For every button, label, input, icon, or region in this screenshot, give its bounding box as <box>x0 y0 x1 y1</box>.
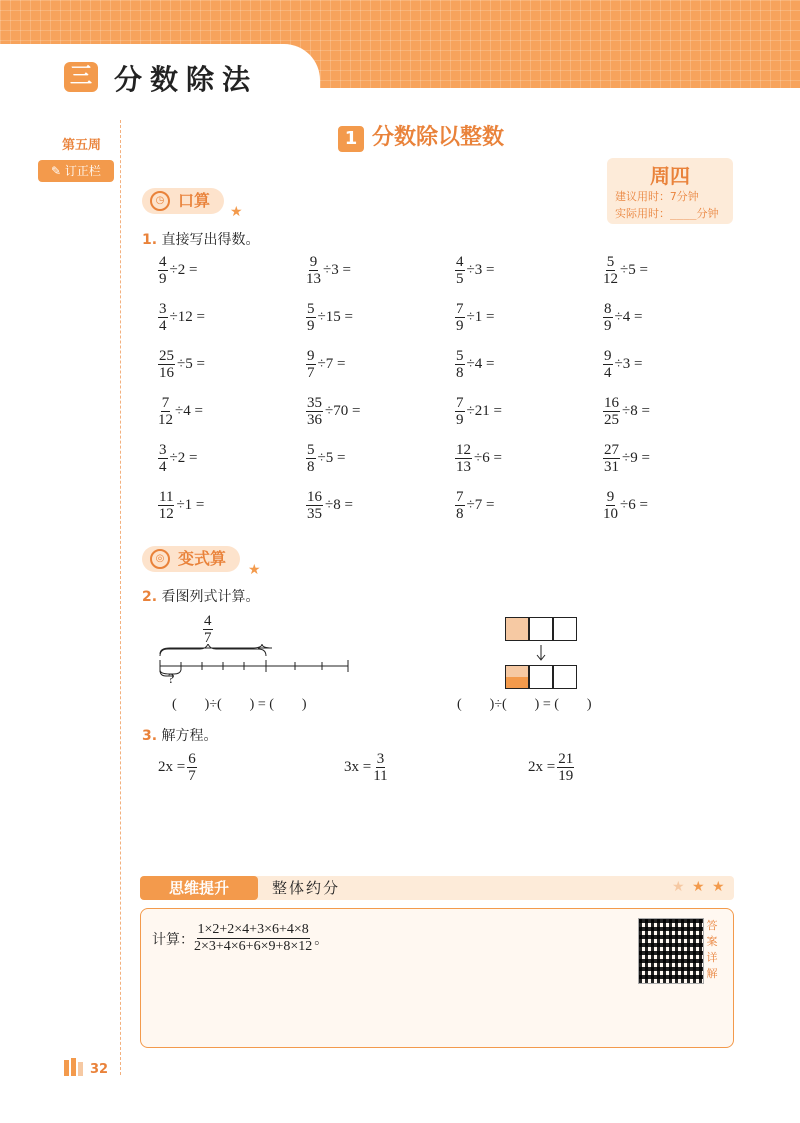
calc-item <box>306 301 353 334</box>
fraction-numerator: 5 <box>307 301 315 317</box>
section-variant-label: 变式算 <box>178 549 227 568</box>
fraction-numerator: 9 <box>309 254 318 270</box>
fraction-numerator: 35 <box>307 395 322 411</box>
fraction-denominator: 13 <box>456 459 471 475</box>
calc-operation: ÷15 = <box>317 309 353 325</box>
fraction-numerator: 4 <box>456 254 464 270</box>
question-2 <box>142 586 260 606</box>
lesson-number: 1 <box>338 126 364 152</box>
fraction-denominator: 25 <box>604 412 619 428</box>
fraction-numerator: 3 <box>159 301 167 317</box>
answer-blanks-right: ( )÷( ) = ( ) <box>457 697 592 712</box>
question-1-text: 直接写出得数。 <box>161 232 260 248</box>
fraction-numerator: 9 <box>606 489 615 505</box>
section-oral <box>142 188 224 214</box>
fraction-numerator: 5 <box>307 442 315 458</box>
fraction-denominator: 8 <box>307 459 315 475</box>
calc-operation: ÷2 = <box>169 262 198 278</box>
fraction-denominator: 11 <box>373 768 388 784</box>
question-1 <box>142 229 260 249</box>
fraction-denominator: 10 <box>603 506 618 522</box>
star-icon: ★ <box>230 204 243 220</box>
fraction-denominator: 16 <box>159 365 174 381</box>
calc-item <box>603 254 648 287</box>
fraction-numerator: 5 <box>606 254 615 270</box>
calc-item <box>603 489 648 522</box>
unit-number-badge: 三 <box>64 62 98 92</box>
calc-operation: ÷1 = <box>466 309 495 325</box>
fraction-numerator: 6 <box>188 751 196 767</box>
number-line-diagram <box>150 644 360 678</box>
thinking-denominator: 2×3+4×6+6×9+8×12 <box>194 939 313 954</box>
calc-item <box>603 301 642 334</box>
section-variant <box>142 546 240 572</box>
fraction-denominator: 31 <box>604 459 619 475</box>
thinking-numerator: 1×2+2×4+3×6+4×8 <box>197 922 309 937</box>
bar-cell-filled <box>505 617 529 641</box>
question-1-number: 1. <box>142 232 158 248</box>
timing-day: 周四 <box>650 164 690 188</box>
lesson-title-text: 分数除以整数 <box>372 125 505 150</box>
star-icon: ★ <box>672 879 685 895</box>
header-cutout-right <box>300 88 800 118</box>
calc-item <box>455 442 502 475</box>
calc-operation: ÷4 = <box>466 356 495 372</box>
equation <box>158 751 199 784</box>
calc-operation: ÷21 = <box>466 403 502 419</box>
fraction-numerator: 3 <box>159 442 167 458</box>
question-3-text: 解方程。 <box>161 728 218 744</box>
calc-operation: ÷8 = <box>325 497 353 513</box>
calc-operation: ÷6 = <box>474 450 502 466</box>
fraction-numerator: 8 <box>604 301 612 317</box>
down-arrow-icon <box>534 643 548 663</box>
brace-fraction <box>203 613 215 646</box>
calc-item <box>455 489 494 522</box>
fraction-numerator: 25 <box>159 348 174 364</box>
fraction-denominator: 5 <box>456 271 464 287</box>
fraction-denominator: 12 <box>158 412 173 428</box>
fix-column-label: ✎ 订正栏 <box>38 160 114 182</box>
calc-item <box>158 301 205 334</box>
question-3-number: 3. <box>142 728 158 744</box>
timing-card <box>607 158 733 224</box>
fraction-denominator: 4 <box>159 459 167 475</box>
calc-operation: ÷2 = <box>169 450 198 466</box>
calc-item <box>158 348 205 381</box>
fraction-denominator: 7 <box>188 768 196 784</box>
calc-item <box>306 442 345 475</box>
calc-operation: ÷12 = <box>169 309 205 325</box>
fraction-numerator: 11 <box>159 489 174 505</box>
timing-suggested: 建议用时：7分钟 <box>615 190 699 203</box>
fraction-denominator: 4 <box>604 365 612 381</box>
fraction-denominator: 9 <box>456 412 464 428</box>
calc-operation: ÷5 = <box>177 356 205 372</box>
calc-item <box>158 442 197 475</box>
stopwatch-icon: ◷ <box>150 191 170 211</box>
bar-cell <box>529 665 553 689</box>
calc-item <box>455 301 494 334</box>
calc-operation: ÷4 = <box>614 309 643 325</box>
equation-lhs: 3x = <box>344 759 372 775</box>
bar-cell <box>529 617 553 641</box>
fraction-numerator: 12 <box>456 442 471 458</box>
fraction-numerator: 7 <box>456 395 464 411</box>
fraction-denominator: 4 <box>159 318 167 334</box>
fraction-numerator: 7 <box>456 489 464 505</box>
bar-cell-split <box>505 665 529 689</box>
fraction-denominator: 8 <box>456 506 464 522</box>
qr-code-icon[interactable] <box>638 918 704 984</box>
calc-item <box>306 489 353 522</box>
brace-fraction-denominator: 7 <box>204 630 212 646</box>
calc-item <box>455 254 494 287</box>
section-oral-label: 口算 <box>178 191 211 210</box>
equation-lhs: 2x = <box>528 759 556 775</box>
calc-item <box>158 489 204 522</box>
calc-item <box>158 395 203 428</box>
thinking-tag: 思维提升 <box>140 876 258 900</box>
calc-operation: ÷5 = <box>620 262 648 278</box>
calc-operation: ÷70 = <box>325 403 361 419</box>
equation-lhs: 2x = <box>158 759 186 775</box>
books-icon <box>62 1056 88 1078</box>
thinking-end: 。 <box>314 932 329 948</box>
timing-actual: 实际用时：____分钟 <box>615 207 719 220</box>
calc-item <box>603 348 642 381</box>
fraction-denominator: 9 <box>604 318 612 334</box>
fraction-denominator: 8 <box>456 365 464 381</box>
fraction-numerator: 16 <box>307 489 322 505</box>
fraction-numerator: 3 <box>376 751 385 767</box>
calc-operation: ÷8 = <box>622 403 650 419</box>
margin-divider <box>120 120 121 1075</box>
answer-blanks-left: ( )÷( ) = ( ) <box>172 697 307 712</box>
calc-item <box>306 395 360 428</box>
calc-operation: ÷1 = <box>176 497 205 513</box>
calc-operation: ÷4 = <box>175 403 203 419</box>
calc-operation: ÷3 = <box>466 262 495 278</box>
fix-label-text: 订正栏 <box>64 164 101 178</box>
star-icon: ★ <box>712 879 725 895</box>
fraction-denominator: 12 <box>603 271 618 287</box>
fraction-numerator: 4 <box>159 254 167 270</box>
bar-cell <box>553 665 577 689</box>
calc-operation: ÷6 = <box>620 497 648 513</box>
fraction-denominator: 9 <box>159 271 167 287</box>
fraction-numerator: 27 <box>604 442 619 458</box>
calc-item <box>455 348 494 381</box>
calc-operation: ÷5 = <box>317 450 346 466</box>
fraction-numerator: 21 <box>558 751 574 767</box>
calc-operation: ÷7 = <box>317 356 346 372</box>
fraction-numerator: 7 <box>161 395 170 411</box>
lesson-title <box>338 120 504 152</box>
fraction-numerator: 9 <box>307 348 315 364</box>
unit-title: 分数除法 <box>114 63 259 96</box>
thinking-prompt: 计算： <box>152 932 194 948</box>
question-2-text: 看图列式计算。 <box>161 589 260 605</box>
question-3 <box>142 725 218 745</box>
question-mark: ? <box>168 672 175 687</box>
calc-item <box>158 254 197 287</box>
fraction-denominator: 36 <box>307 412 322 428</box>
equation <box>528 751 576 784</box>
calc-operation: ÷7 = <box>466 497 495 513</box>
fraction-denominator: 9 <box>456 318 464 334</box>
question-2-number: 2. <box>142 589 158 605</box>
fraction-denominator: 35 <box>307 506 322 522</box>
fraction-numerator: 16 <box>604 395 619 411</box>
equation <box>344 751 390 784</box>
calc-item <box>306 254 351 287</box>
calc-operation: ÷3 = <box>323 262 351 278</box>
fraction-denominator: 19 <box>558 768 574 784</box>
bar-cell <box>553 617 577 641</box>
fraction-denominator: 12 <box>158 506 174 522</box>
calc-item <box>603 395 650 428</box>
fraction-denominator: 9 <box>307 318 315 334</box>
fraction-denominator: 7 <box>307 365 315 381</box>
star-icon: ★ <box>248 562 261 578</box>
thinking-subtitle: 整体约分 <box>272 879 341 897</box>
page-number: 32 <box>90 1062 109 1077</box>
star-icon: ★ <box>692 879 705 895</box>
qr-label: 答案详解 <box>706 919 718 980</box>
calc-item <box>603 442 650 475</box>
calc-operation: ÷9 = <box>622 450 650 466</box>
fraction-denominator: 13 <box>306 271 321 287</box>
target-icon: ◎ <box>150 549 170 569</box>
calc-operation: ÷3 = <box>614 356 643 372</box>
thinking-problem <box>152 922 328 955</box>
fraction-numerator: 5 <box>456 348 464 364</box>
brace-fraction-numerator: 4 <box>204 613 212 629</box>
fraction-numerator: 7 <box>456 301 464 317</box>
fraction-numerator: 9 <box>604 348 612 364</box>
calc-item <box>306 348 345 381</box>
calc-item <box>455 395 502 428</box>
week-label: 第五周 <box>62 138 102 153</box>
